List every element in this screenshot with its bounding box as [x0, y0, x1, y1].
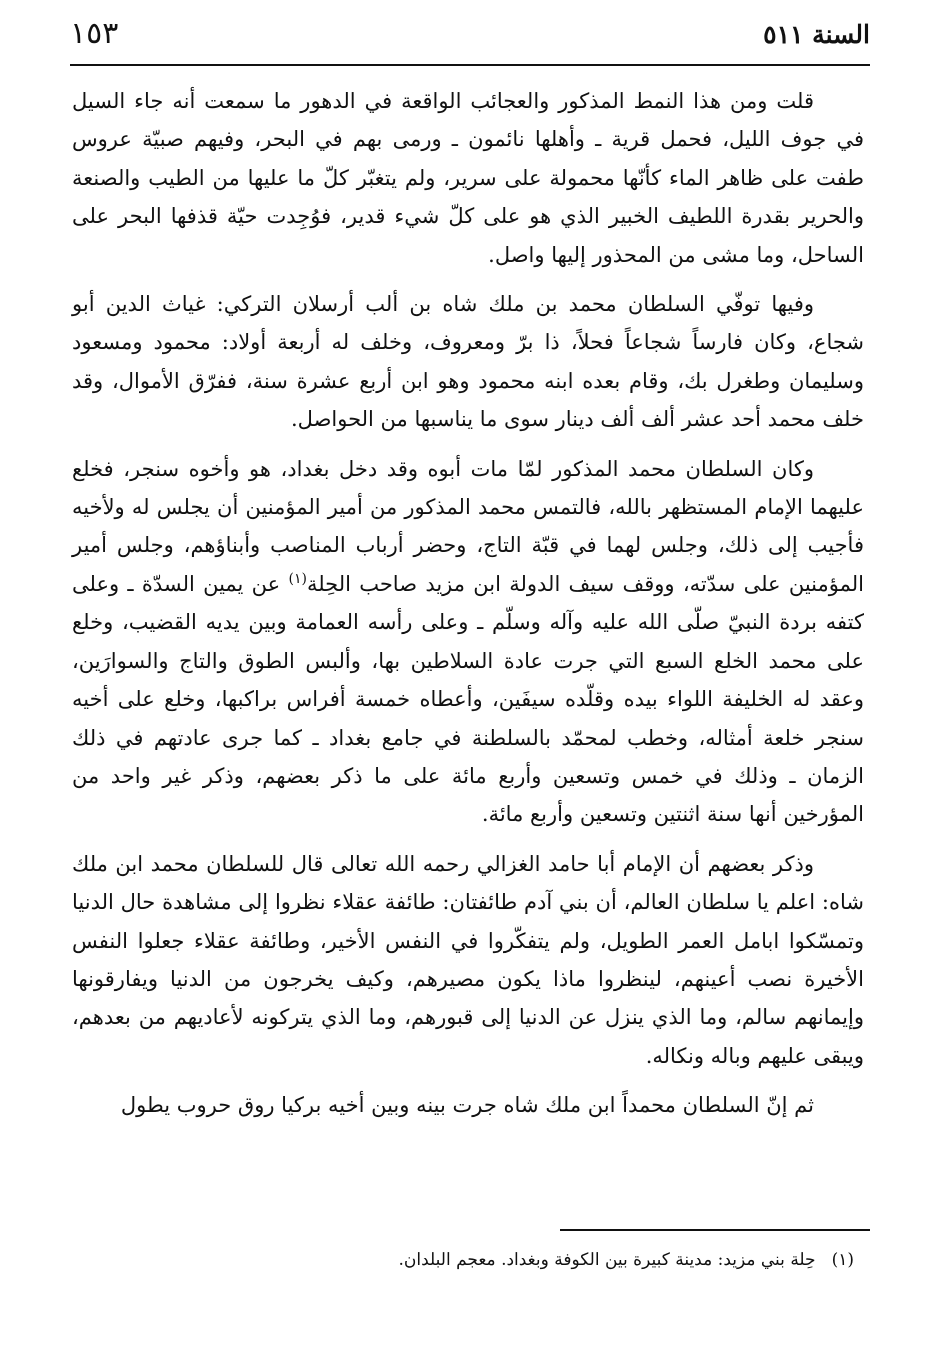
paragraph-investiture-part-2: عن يمين السدّة ـ وعلى كتفه بردة النبيّ صلّى الله عليه وآله وسلّم ـ وعلى رأسه العمامة وبين يديه القضيب، وخلع على محمد الخلع السبع التي جرت عادة السلاطين بها، وألبس الطوق والتاج والسوارَين، وعقد له الخليفة اللواء بيده وقلّده سيفَين، وأعطاه خمسة أفراس براكبها، وخلع على أخيه سنجر خلعة أمثاله، وخطب لمحمّد بالسلطنة في جامع بغداد ـ كما جرى عادتهم في ذلك الزمان ـ وذلك في خمس وتسعين وأربع مائة على ما ذكر بعضهم، وذكر غير واحد من المؤرخين أنها سنة اثنتين وتسعين وأربع مائة.	[72, 571, 864, 827]
footnote-number: (١)	[831, 1250, 854, 1270]
footnote-rule	[560, 1229, 870, 1231]
header-rule	[70, 64, 870, 66]
footnote	[72, 1246, 854, 1274]
paragraph-ghazali-advice: وذكر بعضهم أن الإمام أبا حامد الغزالي رحمه الله تعالى قال للسلطان محمد ابن ملك شاه: اعلم يا سلطان العالم، أن بني آدم طائفتان: طائفة عقلاء نظروا إلى مشاهدة حال الدنيا وتمسّكوا ابامل العمر الطويل، ولم يتفكّروا في النفس الأخير، وطائفة عقلاء جعلوا النفس الأخيرة نصب أعينهم، لينظروا ماذا يكون مصيرهم، وكيف يخرجون من الدنيا ويفارقونها وإيمانهم سالم، وما الذي ينزل عن الدنيا إلى قبورهم، وما الذي يتركونه لأعاديهم من بعدهم، ويبقى عليهم وباله ونكاله.	[72, 851, 864, 1068]
paragraph-flood-story: قلت ومن هذا النمط المذكور والعجائب الواقعة في الدهور ما سمعت أنه جاء السيل في جوف الليل، فحمل قرية ـ وأهلها نائمون ـ ورمى بهم في البحر، وفيهم صبيّة عروس طفت على ظاهر الماء كأنّها محمولة على سرير، ولم يتغبّر كلّ ما عليها من الطيب والصنعة والحرير بقدرة اللطيف الخبير الذي هو على كلّ شيء قدير، فوُجِدت حيّة قذفها البحر على الساحل، وما مشى من المحذور إليها واصل.	[72, 89, 864, 267]
paragraph-wars: ثم إنّ السلطان محمداً ابن ملك شاه جرت بينه وبين أخيه بركيا روق حروب يطول	[120, 1093, 814, 1118]
footnote-text: حِلة بني مزيد: مدينة كبيرة بين الكوفة وبغداد. معجم البلدان.	[398, 1250, 816, 1270]
footnote-reference[interactable]: (١)	[288, 570, 307, 587]
running-header	[70, 14, 870, 56]
body-text	[72, 82, 864, 1136]
running-title: السنة ٥١١	[763, 20, 870, 49]
paragraph-investiture	[72, 450, 864, 834]
paragraph-investiture-part-1: وكان السلطان محمد المذكور لمّا مات أبوه وقد دخل بغداد، هو وأخوه سنجر، فخلع عليهما الإمام المستظهر بالله، فالتمس محمد المذكور من أمير المؤمنين أن يجلس له ولأخيه فأجيب إلى ذلك، وجلس لهما في قبّة التاج، وحضر أرباب المناصب وأبناؤهم، وجلس أمير المؤمنين على سدّته، ووقف سيف الدولة ابن مزيد صاحب الحِلة	[72, 456, 864, 596]
paragraph-sultan-death: وفيها توفّي السلطان محمد بن ملك شاه بن ألب أرسلان التركي: غياث الدين أبو شجاع، وكان فارساً شجاعاً فحلاً، ذا برّ ومعروف، وخلف له أربعة أولاد: محمود ومسعود وسليمان وطغرل بك، وقام بعده ابنه محمود وهو ابن أربع عشرة سنة، ففرّق الأموال، وقد خلف محمد أحد عشر ألف ألف دينار سوى ما يناسبها من الحواصل.	[72, 292, 864, 432]
page-number: ١٥٣	[70, 16, 119, 51]
